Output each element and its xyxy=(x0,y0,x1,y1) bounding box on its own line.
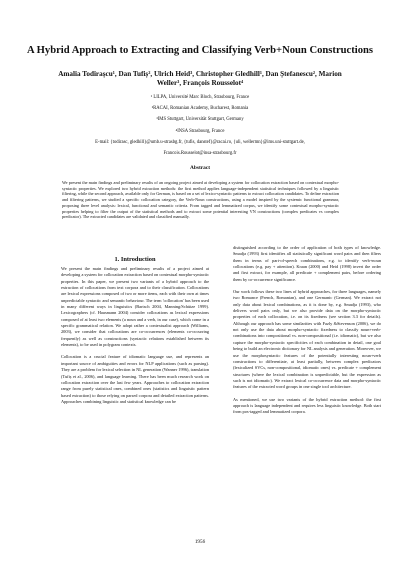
affiliation-line: ¹ LILPA, Université Marc Bloch, Strasbourg, France xyxy=(150,95,250,100)
paper-title: A Hybrid Approach to Extracting and Classifying Verb+Noun Constructions xyxy=(26,45,374,56)
email-line: E-mail: {todirasc, gledhill}@umb.u-strasbg.fr, {tufis, danstef}@racai.ro, {uli, wellermn}@ims.uni-stuttgart.de, xyxy=(95,139,305,145)
page-number: 1956 xyxy=(194,539,206,545)
email-line: Francois.Rousselot@insa-strasbourg.fr xyxy=(163,151,237,157)
affiliation-list xyxy=(40,92,360,159)
abstract-body: We present the main findings and preliminary results of an ongoing project aimed at developing a system for collocation extraction based on contextual morpho-syntactic properties. We explored two hybrid extraction methods: the first method applies language-independent statistical techniques followed by a linguistic filtering, while the second approach, available only for German, is based on a set of lexico-syntactic patterns to extract collocation candidates. To define extraction and filtering patterns, we studied a specific collocation category, the Verb-Noun constructions, using a model inspired by the systemic functional grammar, proposing three level analysis: lexical, functional and semantic criteria. From tagged and lemmatized corpus, we identify some contextual morpho-syntactic properties helping to filter the output of the statistical methods and to extract some potential interesting VN constructions (complex predicates vs complex predicator). The extracted candidates are validated and classified manually. xyxy=(62,180,339,220)
paragraph: As mentioned, we use two variants of the hybrid extraction method: the first approach is language independent and requires less linguistic knowledge. Both start from pos-tagged and lemmatized corpora. xyxy=(233,396,381,415)
paragraph: Collocation is a crucial feature of idiomatic language use, and represents an important source of ambiguities and errors for NLP applications (such as parsing). They are a problem for lexical selection in NL generation (Wanner 1996), translation (Tufiș et al., 2006), and language learning. There has been much research work on collocation extraction over the last few years. Approaches to collocation extraction range from purely statistical ones, combined ones (statistics and linguistic pattern based extraction) to those relying on parsed corpora and detailed extraction patterns. Approaches combining linguistic and statistical knowledge can be xyxy=(61,354,209,404)
author-list xyxy=(35,70,365,89)
affiliation-line: ⁴INSA Strasbourg, France xyxy=(175,128,225,134)
left-column xyxy=(61,266,209,411)
paragraph: Our work follows these two lines of hybrid approaches, for three languages, namely two Romance (French, Romanian), and one Germanic (German). We extract not only data about lexical combinations, as it is done by, e.g. Smadja (1993), who delivers word pairs only, but we also provide data on the morpho-syntactic properties of each collocation, i.e. on its fixedness (see section 3.3 for details). Although our approach has some similarities with Fazly &Stevenson (2006), we do not only use the data about morpho-syntactic fixedness to classify noun+verb-combinations into compositional vs. non-compositional (i.e. idiomatic), but we also capture the morpho-syntactic specificities of each combination in detail, one goal being to build an electronic dictionary for NL analysis and generation. Moreover, we use the morphosyntactic features of the potentially interesting noun+verb constructions to differentiate, at least partially, between complex predicators (lexicalized SVCs, non-compositional, idiomatic ones) vs. predicate + complement structures (where the lexical combination is unpredictable, but the expression as such is not idiomatic). We extract lexical co-occurrence data and morpho-syntactic features of the extracted word groups in one single tool architecture. xyxy=(233,289,381,390)
abstract-heading: Abstract xyxy=(189,165,211,171)
paragraph: distinguished according to the order of application of both types of knowledge. Smadja (1993) first identifies all statistically significant word pairs and then filters them in terms of part-of-speech combinations, e.g. to identify verb+noun collocations (e.g. pay + attention). Kraan (2000) and Heid (1998) invert the order and first extract, for example, all predicate + complement pairs, before ordering them by co-occurrence significance. xyxy=(233,245,381,282)
affiliation-line: ²RACAI, Romanian Academy, Bucharest, Romania xyxy=(151,106,249,112)
author-line: Amalia Todirașcu¹, Dan Tufiș², Ulrich Heid³, Christopher Gledhill¹, Dan Ștefanescu², Marion xyxy=(58,70,342,78)
section-heading: 1. Introduction xyxy=(114,256,156,263)
affiliation-line: ³IMS Stuttgart, Universität Stuttgart, Germany xyxy=(156,117,244,123)
paragraph: We present the main findings and preliminary results of a project aimed at developing a system for collocation extraction based on contextual morpho-syntactic properties. In this paper, we present two variants of a hybrid approach to the extraction of collocations from text corpora and to their classification. Collocations are lexical expressions composed of two or more items, each with their own at times unpredictable syntactic and semantic behaviour. The term 'collocation' has been used in many different ways in linguistics (Bartsch 2004, Manning/Schütze 1999). Lexicographers (cf. Hausmann 2004) consider collocations as lexical expressions composed of at least two elements (a noun and a verb, in our case), which come in a specific grammatical relation. We adopt rather a contextualist approach (Williams, 2003), we consider that collocations are co-occurrences (elements co-occurring frequently) as well as constructions (syntactic relations established between its elements), to be used in polygram contexts. xyxy=(61,266,209,348)
author-line: Weller³, François Rousselot⁴ xyxy=(156,79,244,88)
right-column xyxy=(233,245,381,422)
